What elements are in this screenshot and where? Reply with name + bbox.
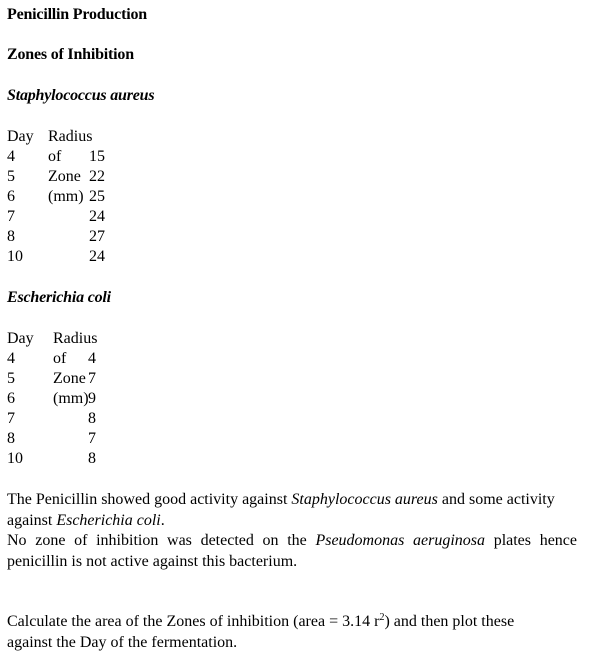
cell-day: 5 — [7, 168, 15, 185]
text-run: plates hence — [485, 532, 577, 549]
section-heading: Zones of Inhibition — [7, 46, 134, 63]
cell-radius: 25 — [89, 188, 105, 205]
conclusion-paragraph — [7, 490, 607, 572]
cell-radius: 15 — [89, 148, 105, 165]
cell-radius: 22 — [89, 168, 105, 185]
col-header-radius: Radius of Zone (mm) — [48, 128, 93, 205]
text-run: against — [7, 511, 57, 529]
cell-day: 10 — [7, 248, 23, 265]
cell-day: 5 — [7, 370, 15, 387]
cell-day: 8 — [7, 228, 15, 245]
cell-radius: 4 — [88, 350, 96, 367]
cell-day: 7 — [7, 208, 15, 225]
cell-radius: 9 — [88, 390, 96, 407]
organism-name: Staphylococcus aureus — [291, 491, 438, 508]
organism-name: Escherichia coli — [56, 511, 161, 529]
cell-day: 6 — [7, 390, 15, 407]
organism-heading-ecoli: Escherichia coli — [7, 289, 111, 306]
text-run: and some activity — [437, 491, 555, 508]
task-paragraph — [7, 612, 607, 653]
superscript: 2 — [379, 612, 385, 623]
cell-day: 10 — [7, 450, 23, 467]
conclusion-line-4: penicillin is not active against this bacterium. — [7, 552, 298, 570]
col-header-day: Day — [7, 128, 34, 145]
document-title: Penicillin Production — [7, 6, 147, 23]
cell-radius: 24 — [89, 248, 105, 265]
conclusion-line-2 — [7, 511, 607, 532]
col-header-radius: Radius of Zone (mm) — [53, 330, 98, 407]
text-run: No zone of inhibition was detected on the — [7, 532, 316, 549]
cell-radius: 7 — [88, 370, 96, 387]
cell-day: 4 — [7, 148, 15, 165]
cell-day: 8 — [7, 430, 15, 447]
text-run: The Penicillin showed good activity against — [7, 491, 292, 508]
cell-radius: 27 — [89, 228, 105, 245]
col-header-day: Day — [7, 330, 34, 347]
cell-radius: 24 — [89, 208, 105, 225]
text-run: . — [160, 511, 165, 529]
organism-heading-staph: Staphylococcus aureus — [7, 87, 155, 104]
cell-day: 7 — [7, 410, 15, 427]
organism-name: Pseudomonas aeruginosa — [315, 532, 486, 549]
cell-day: 6 — [7, 188, 15, 205]
conclusion-line-1 — [7, 490, 607, 511]
cell-radius: 8 — [88, 410, 96, 427]
text-run: ) and then plot these — [384, 613, 515, 630]
conclusion-line-3 — [7, 531, 577, 552]
text-run: Calculate the area of the Zones of inhibition (area = 3.14 r — [7, 613, 380, 630]
cell-radius: 7 — [88, 430, 96, 447]
cell-radius: 8 — [88, 450, 96, 467]
task-line-2: against the Day of the fermentation. — [7, 633, 238, 651]
cell-day: 4 — [7, 350, 15, 367]
task-line-1 — [7, 612, 607, 633]
